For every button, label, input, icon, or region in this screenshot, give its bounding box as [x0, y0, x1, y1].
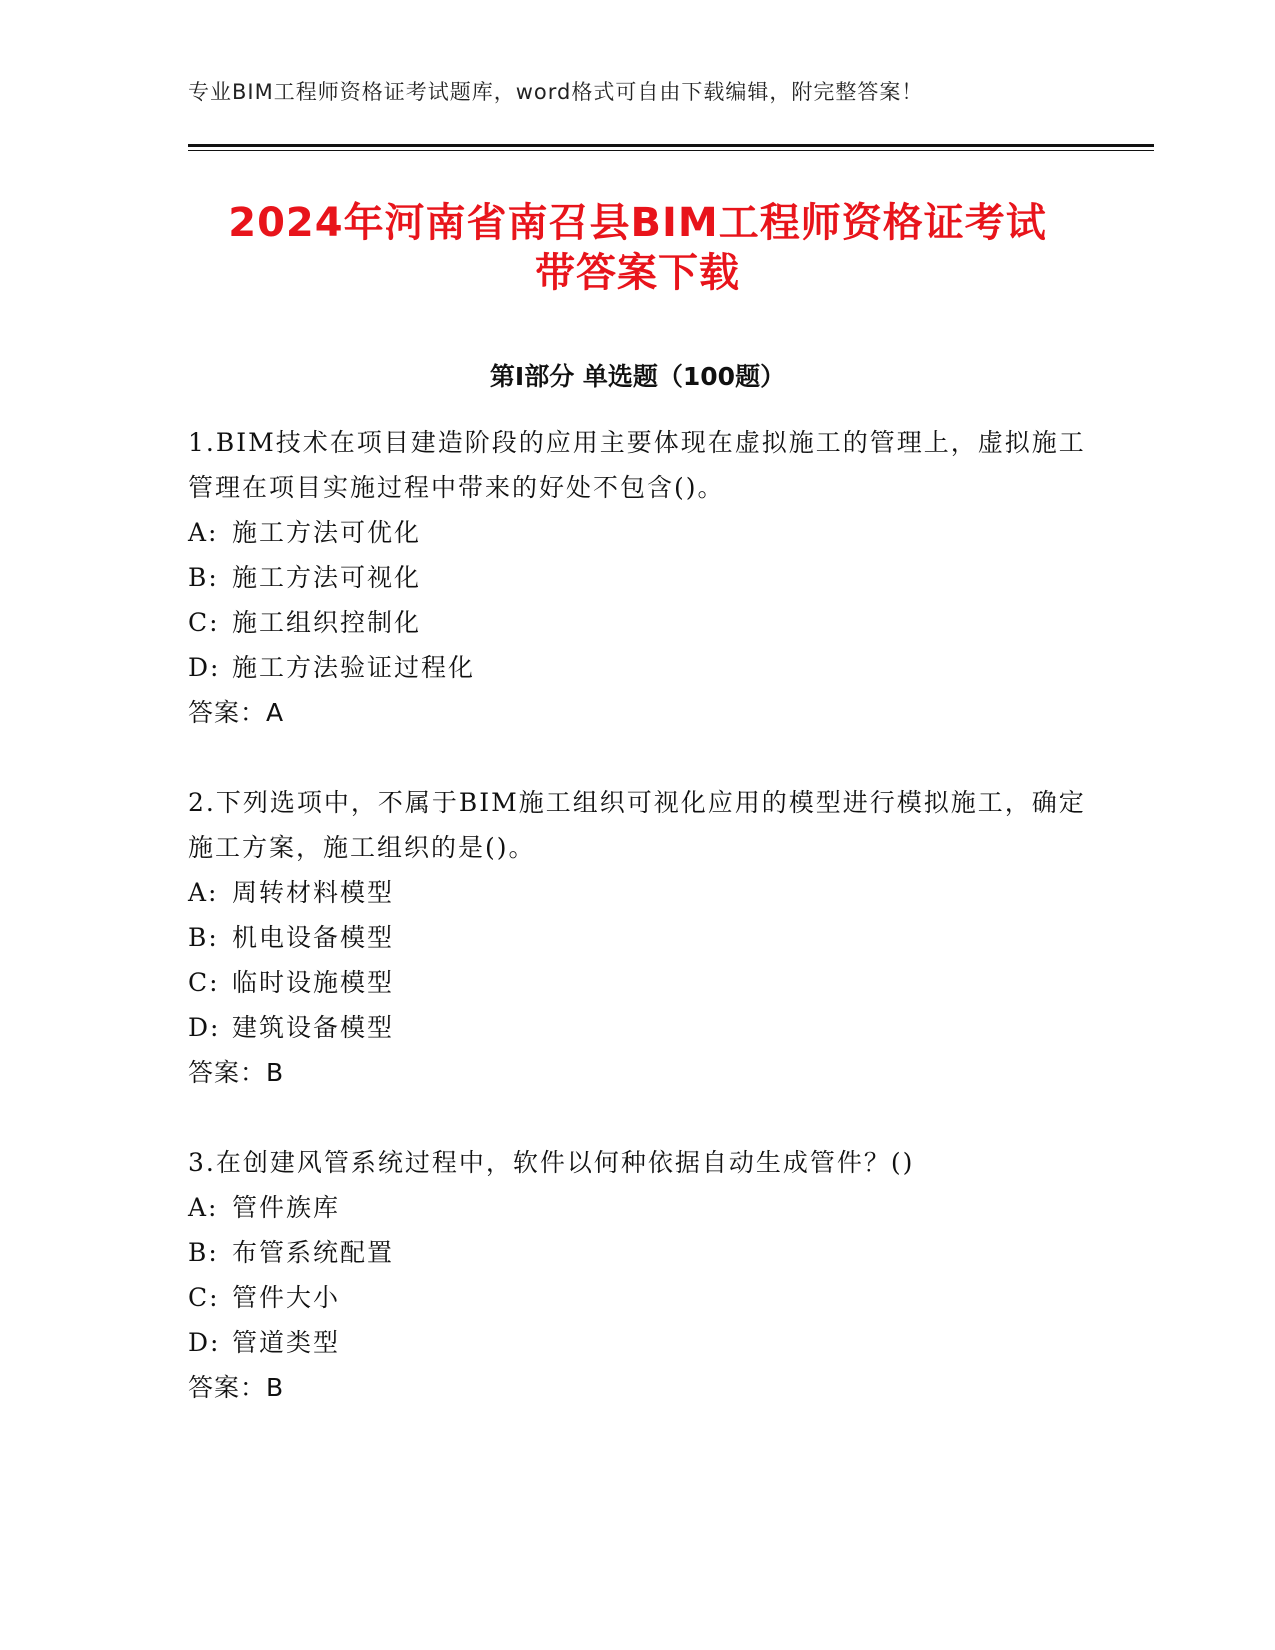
option-letter: A:	[188, 518, 219, 547]
option-b	[188, 555, 1088, 600]
option-c	[188, 600, 1088, 645]
option-c	[188, 1275, 1088, 1320]
header-note: 专业BIM工程师资格证考试题库，word格式可自由下载编辑，附完整答案！	[188, 80, 924, 104]
option-letter: B:	[188, 923, 219, 952]
option-letter: D:	[188, 1328, 221, 1357]
question-stem: 2.下列选项中，不属于BIM施工组织可视化应用的模型进行模拟施工，确定施工方案，施工组织的是()。	[188, 788, 1086, 862]
option-text: 建筑设备模型	[232, 1013, 395, 1042]
option-b	[188, 1230, 1088, 1275]
option-text: 管道类型	[232, 1328, 341, 1357]
option-c	[188, 960, 1088, 1005]
option-text: 施工方法可视化	[232, 563, 422, 592]
answer: 答案：B	[188, 1058, 285, 1087]
option-letter: B:	[188, 563, 219, 592]
answer: 答案：A	[188, 698, 285, 727]
answer: 答案：B	[188, 1373, 285, 1402]
option-letter: B:	[188, 1238, 219, 1267]
option-letter: C:	[188, 1283, 220, 1312]
option-d	[188, 1320, 1088, 1365]
header-divider-thin	[188, 150, 1154, 151]
section-title: 第Ⅰ部分 单选题（100题）	[489, 362, 786, 391]
option-b	[188, 915, 1088, 960]
option-a	[188, 1185, 1088, 1230]
document-title	[130, 198, 1145, 298]
option-letter: D:	[188, 1013, 221, 1042]
option-text: 管件族库	[232, 1193, 341, 1222]
option-a	[188, 870, 1088, 915]
question-1	[188, 420, 1088, 735]
question-2	[188, 780, 1088, 1095]
option-text: 管件大小	[232, 1283, 341, 1312]
option-letter: A:	[188, 1193, 219, 1222]
option-letter: A:	[188, 878, 219, 907]
header-divider-thick	[188, 144, 1154, 147]
option-text: 周转材料模型	[232, 878, 395, 907]
question-stem: 3.在创建风管系统过程中，软件以何种依据自动生成管件？()	[188, 1148, 915, 1177]
option-d	[188, 1005, 1088, 1050]
question-3	[188, 1140, 1088, 1410]
document-title-line-1: 2024年河南省南召县BIM工程师资格证考试	[228, 200, 1047, 246]
option-text: 施工方法可优化	[232, 518, 422, 547]
option-letter: C:	[188, 968, 220, 997]
option-letter: D:	[188, 653, 221, 682]
option-text: 施工组织控制化	[232, 608, 422, 637]
option-a	[188, 510, 1088, 555]
option-text: 机电设备模型	[232, 923, 395, 952]
option-text: 临时设施模型	[232, 968, 395, 997]
option-text: 施工方法验证过程化	[232, 653, 476, 682]
document-title-line-2: 带答案下载	[535, 250, 740, 296]
option-text: 布管系统配置	[232, 1238, 395, 1267]
question-stem: 1.BIM技术在项目建造阶段的应用主要体现在虚拟施工的管理上，虚拟施工管理在项目实施过程中带来的好处不包含()。	[188, 428, 1086, 502]
option-d	[188, 645, 1088, 690]
option-letter: C:	[188, 608, 220, 637]
